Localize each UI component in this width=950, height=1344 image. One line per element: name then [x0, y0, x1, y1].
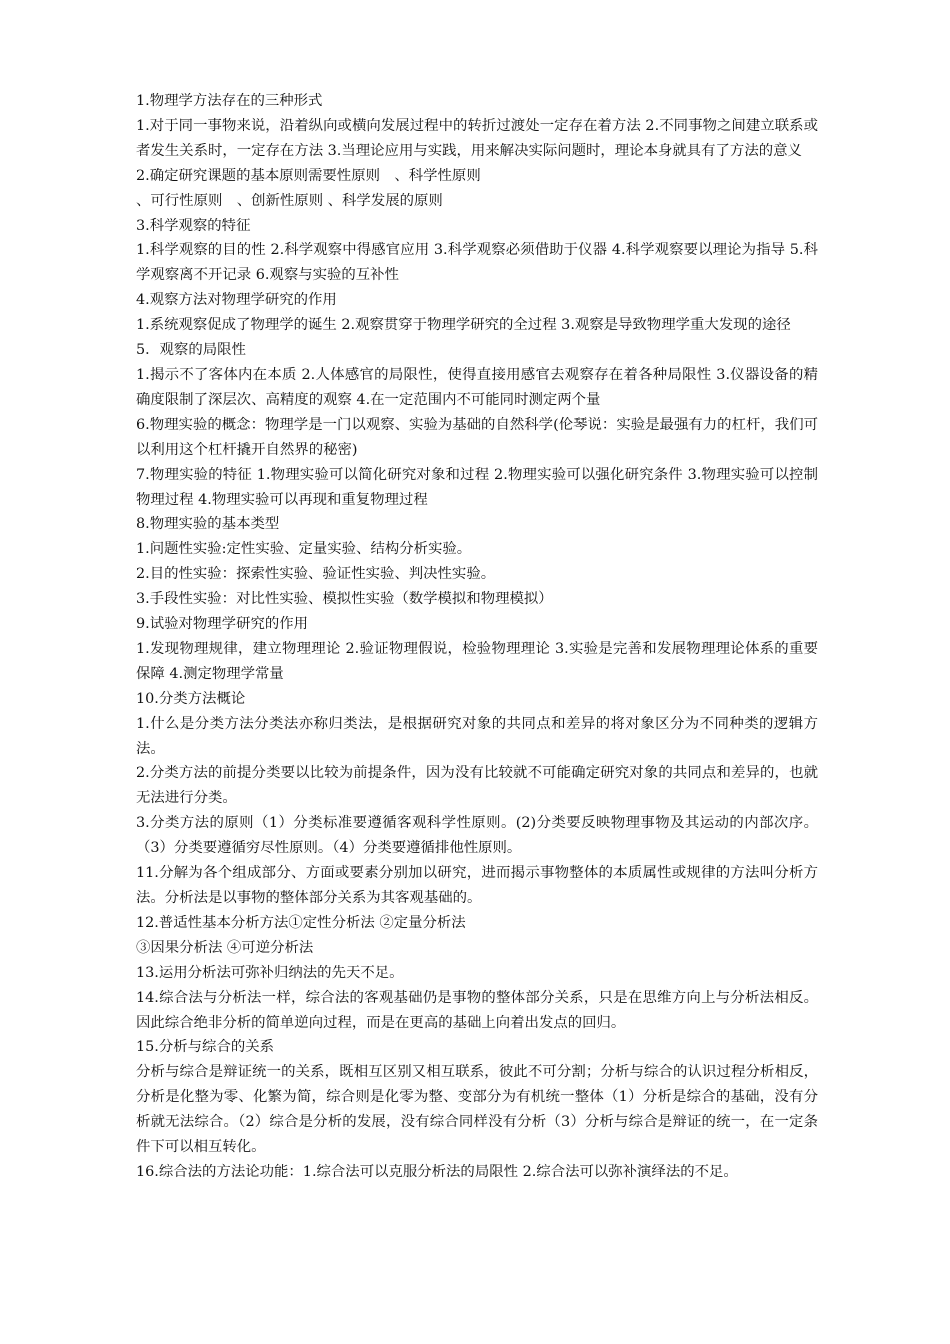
paragraph-6: 6.物理实验的概念：物理学是一门以观察、实验为基础的自然科学(伦琴说：实验是最强有力的杠杆，我们可以利用这个杠杆撬开自然界的秘密)	[136, 416, 818, 458]
list-item-8-2: 2.目的性实验：探索性实验、验证性实验、判决性实验。	[136, 566, 496, 583]
paragraph-11: 11.分解为各个组成部分、方面或要素分别加以研究，进而揭示事物整体的本质属性或规律的方法叫分析方法。分析法是以事物的整体部分关系为其客观基础的。	[136, 865, 818, 906]
heading-8: 8.物理实验的基本类型	[136, 516, 280, 533]
paragraph-13: 13.运用分析法可弥补归纳法的先天不足。	[136, 964, 404, 981]
list-item-8-1: 1.问题性实验:定性实验、定量实验、结构分析实验。	[136, 541, 472, 558]
paragraph-14: 14.综合法与分析法一样，综合法的客观基础仍是事物的整体部分关系，只是在思维方向上与分析法相反。因此综合绝非分析的简单逆向过程，而是在更高的基础上向着出发点的回归。	[136, 989, 818, 1031]
paragraph-10-3: 3.分类方法的原则（1）分类标准要遵循客观科学性原则。(2)分类要反映物理事物及其运动的内部次序。（3）分类要遵循穷尽性原则。（4）分类要遵循排他性原则。	[136, 815, 818, 857]
list-item-8-3: 3.手段性实验：对比性实验、模拟性实验（数学模拟和物理模拟）	[136, 591, 553, 608]
document-body	[136, 89, 818, 1185]
heading-10: 10.分类方法概论	[136, 690, 246, 707]
heading-1: 1.物理学方法存在的三种形式	[136, 93, 323, 109]
heading-15: 15.分析与综合的关系	[136, 1039, 275, 1056]
paragraph-5: 1.揭示不了客体内在本质 2.人体感官的局限性，使得直接用感官去观察存在着各种局限性 3.仪器设备的精确度限制了深层次、高精度的观察 4.在一定范围内不可能同时测定两个量	[136, 366, 818, 408]
heading-5: 5．观察的局限性	[136, 342, 246, 359]
paragraph-4: 1.系统观察促成了物理学的诞生 2.观察贯穿于物理学研究的全过程 3.观察是导致物理学重大发现的途径	[136, 317, 791, 334]
paragraph-12-1: 12.普适性基本分析方法①定性分析法 ②定量分析法	[136, 914, 466, 931]
paragraph-1: 1.对于同一事物来说，沿着纵向或横向发展过程中的转折过渡处一定存在着方法 2.不同事物之间建立联系或者发生关系时，一定存在方法 3.当理论应用与实践，用来解决实际问题时，理论本身就具有了方法的意义	[136, 117, 818, 159]
heading-4: 4.观察方法对物理学研究的作用	[136, 292, 337, 309]
paragraph-9: 1.发现物理规律，建立物理理论 2.验证物理假说，检验物理理论 3.实验是完善和发展物理理论体系的重要保障 4.测定物理学常量	[136, 640, 818, 682]
heading-2: 2.确定研究课题的基本原则需要性原则 、科学性原则	[136, 167, 481, 184]
paragraph-2: 、可行性原则 、创新性原则 、科学发展的原则	[136, 192, 443, 209]
paragraph-10-2: 2.分类方法的前提分类要以比较为前提条件，因为没有比较就不可能确定研究对象的共同点和差异的，也就无法进行分类。	[136, 765, 818, 807]
paragraph-12-2: ③因果分析法 ④可逆分析法	[136, 939, 314, 956]
paragraph-15: 分析与综合是辩证统一的关系，既相互区别又相互联系，彼此不可分割；分析与综合的认识过程分析相反，分析是化整为零、化繁为简，综合则是化零为整、变部分为有机统一整体（1）分析是综合的基础，没有分析就无法综合。（2）综合是分析的发展，没有综合同样没有分析（3）分析与综合是辩证的统一，在一定条件下可以相互转化。	[136, 1064, 818, 1156]
paragraph-7: 7.物理实验的特征 1.物理实验可以简化研究对象和过程 2.物理实验可以强化研究条件 3.物理实验可以控制物理过程 4.物理实验可以再现和重复物理过程	[136, 466, 818, 508]
paragraph-10-1: 1.什么是分类方法分类法亦称归类法，是根据研究对象的共同点和差异的将对象区分为不同种类的逻辑方法。	[136, 715, 818, 757]
heading-3: 3.科学观察的特征	[136, 217, 251, 234]
paragraph-16: 16.综合法的方法论功能：1.综合法可以克服分析法的局限性 2.综合法可以弥补演绎法的不足。	[136, 1163, 738, 1180]
heading-9: 9.试验对物理学研究的作用	[136, 616, 309, 633]
paragraph-3: 1.科学观察的目的性 2.科学观察中得感官应用 3.科学观察必须借助于仪器 4.科学观察要以理论为指导 5.科学观察离不开记录 6.观察与实验的互补性	[136, 242, 818, 284]
